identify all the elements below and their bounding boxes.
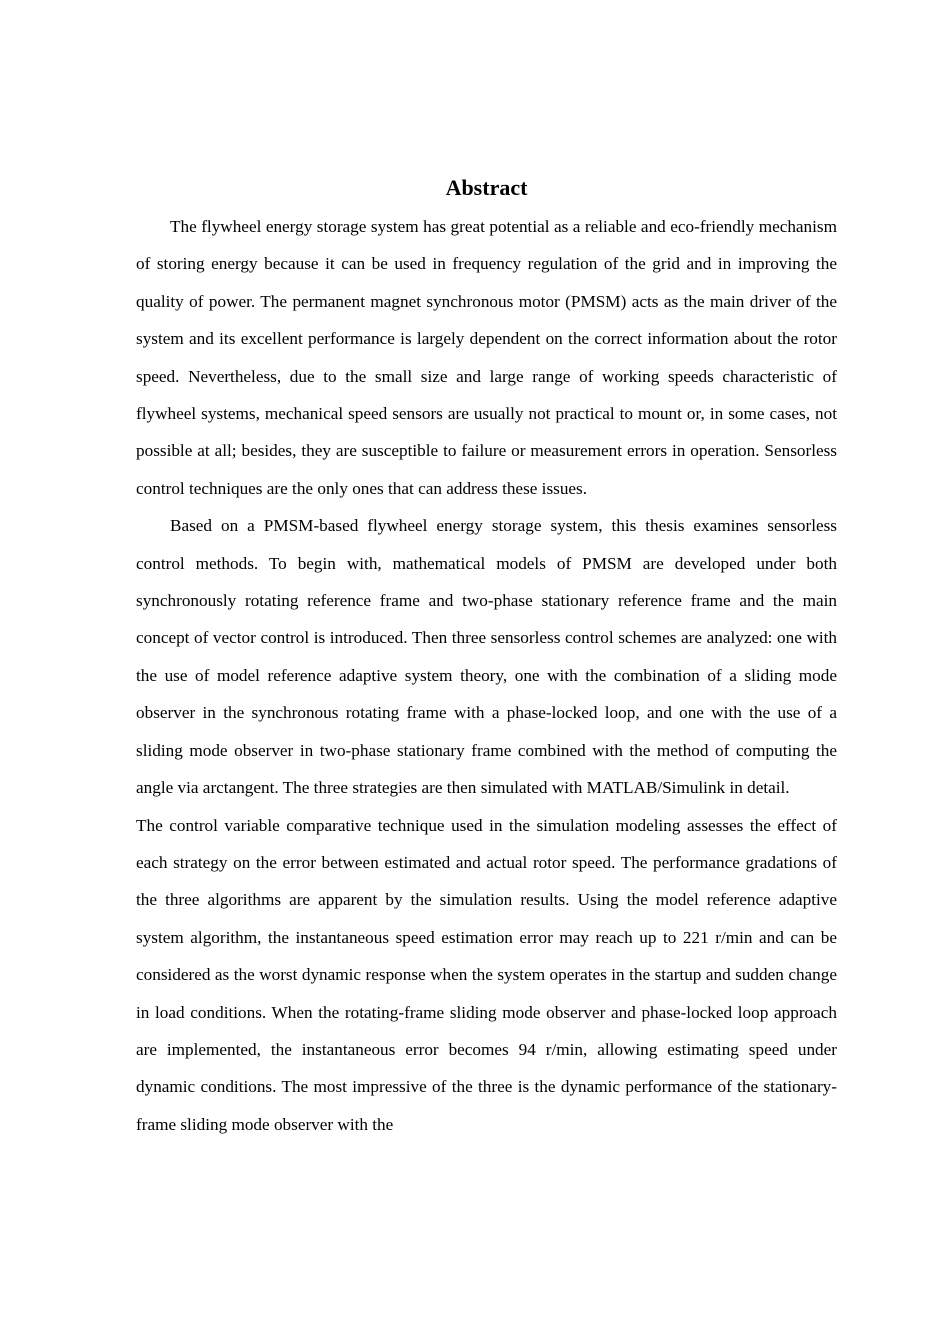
page-title: Abstract — [445, 175, 528, 200]
abstract-section — [136, 172, 837, 1143]
abstract-paragraph-2: Based on a PMSM-based flywheel energy storage system, this thesis examines sensorless control methods. To begin with, mathematical models of PMSM are developed under both synchronously rotating reference frame and two-phase stationary reference frame and the main concept of vector control is introduced. Then three sensorless control schemes are analyzed: one with the use of model reference adaptive system theory, one with the combination of a sliding mode observer in the synchronous rotating frame with a phase-locked loop, and one with the use of a sliding mode observer in two-phase stationary frame combined with the method of computing the angle via arctangent. The three strategies are then simulated with MATLAB/Simulink in detail. — [136, 516, 837, 798]
abstract-paragraph-1: The flywheel energy storage system has great potential as a reliable and eco-friendly mechanism of storing energy because it can be used in frequency regulation of the grid and in improving the quality of power. The permanent magnet synchronous motor (PMSM) acts as the main driver of the system and its excellent performance is largely dependent on the correct information about the rotor speed. Nevertheless, due to the small size and large range of working speeds characteristic of flywheel systems, mechanical speed sensors are usually not practical to mount or, in some cases, not possible at all; besides, they are susceptible to failure or measurement errors in operation. Sensorless control techniques are the only ones that can address these issues. — [136, 217, 837, 498]
abstract-paragraph-3: The control variable comparative technique used in the simulation modeling assesses the effect of each strategy on the error between estimated and actual rotor speed. The performance gradations of the three algorithms are apparent by the simulation results. Using the model reference adaptive system algorithm, the instantaneous speed estimation error may reach up to 221 r/min and can be considered as the worst dynamic response when the system operates in the startup and sudden change in load conditions. When the rotating-frame sliding mode observer and phase-locked loop approach are implemented, the instantaneous error becomes 94 r/min, allowing estimating speed under dynamic conditions. The most impressive of the three is the dynamic performance of the stationary-frame sliding mode observer with the — [136, 815, 837, 1134]
